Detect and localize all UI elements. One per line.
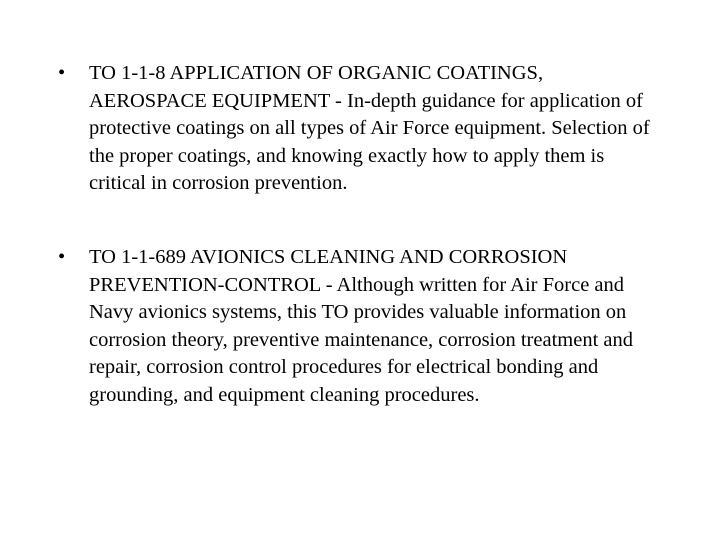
bullet-item-to-1-1-689 — [58, 244, 658, 410]
bullet-body: Although written for Air Force and Navy avionics systems, this TO provides valuable information on corrosion theory, preventive maintenance, corrosion treatment and repair, corrosion control procedures for electrical bonding and grounding, and equipment cleaning procedures. — [89, 273, 633, 406]
bullet-marker: • — [58, 62, 66, 84]
bullet-list — [58, 60, 658, 456]
bullet-item-to-1-1-8 — [58, 60, 658, 198]
bullet-heading: TO 1-1-8 APPLICATION OF ORGANIC COATINGS, AEROSPACE EQUIPMENT — [89, 62, 544, 112]
bullet-marker: • — [58, 245, 66, 268]
bullet-separator: - — [329, 89, 347, 112]
bullet-heading: TO 1-1-689 AVIONICS CLEANING AND CORROSION PREVENTION-CONTROL — [89, 245, 568, 296]
bullet-body: In-depth guidance for application of protective coatings on all types of Air Force equipment. Selection of the proper coatings, and knowing exactly how to apply them is critical in corrosion prevention. — [89, 89, 650, 195]
bullet-separator: - — [320, 273, 337, 296]
